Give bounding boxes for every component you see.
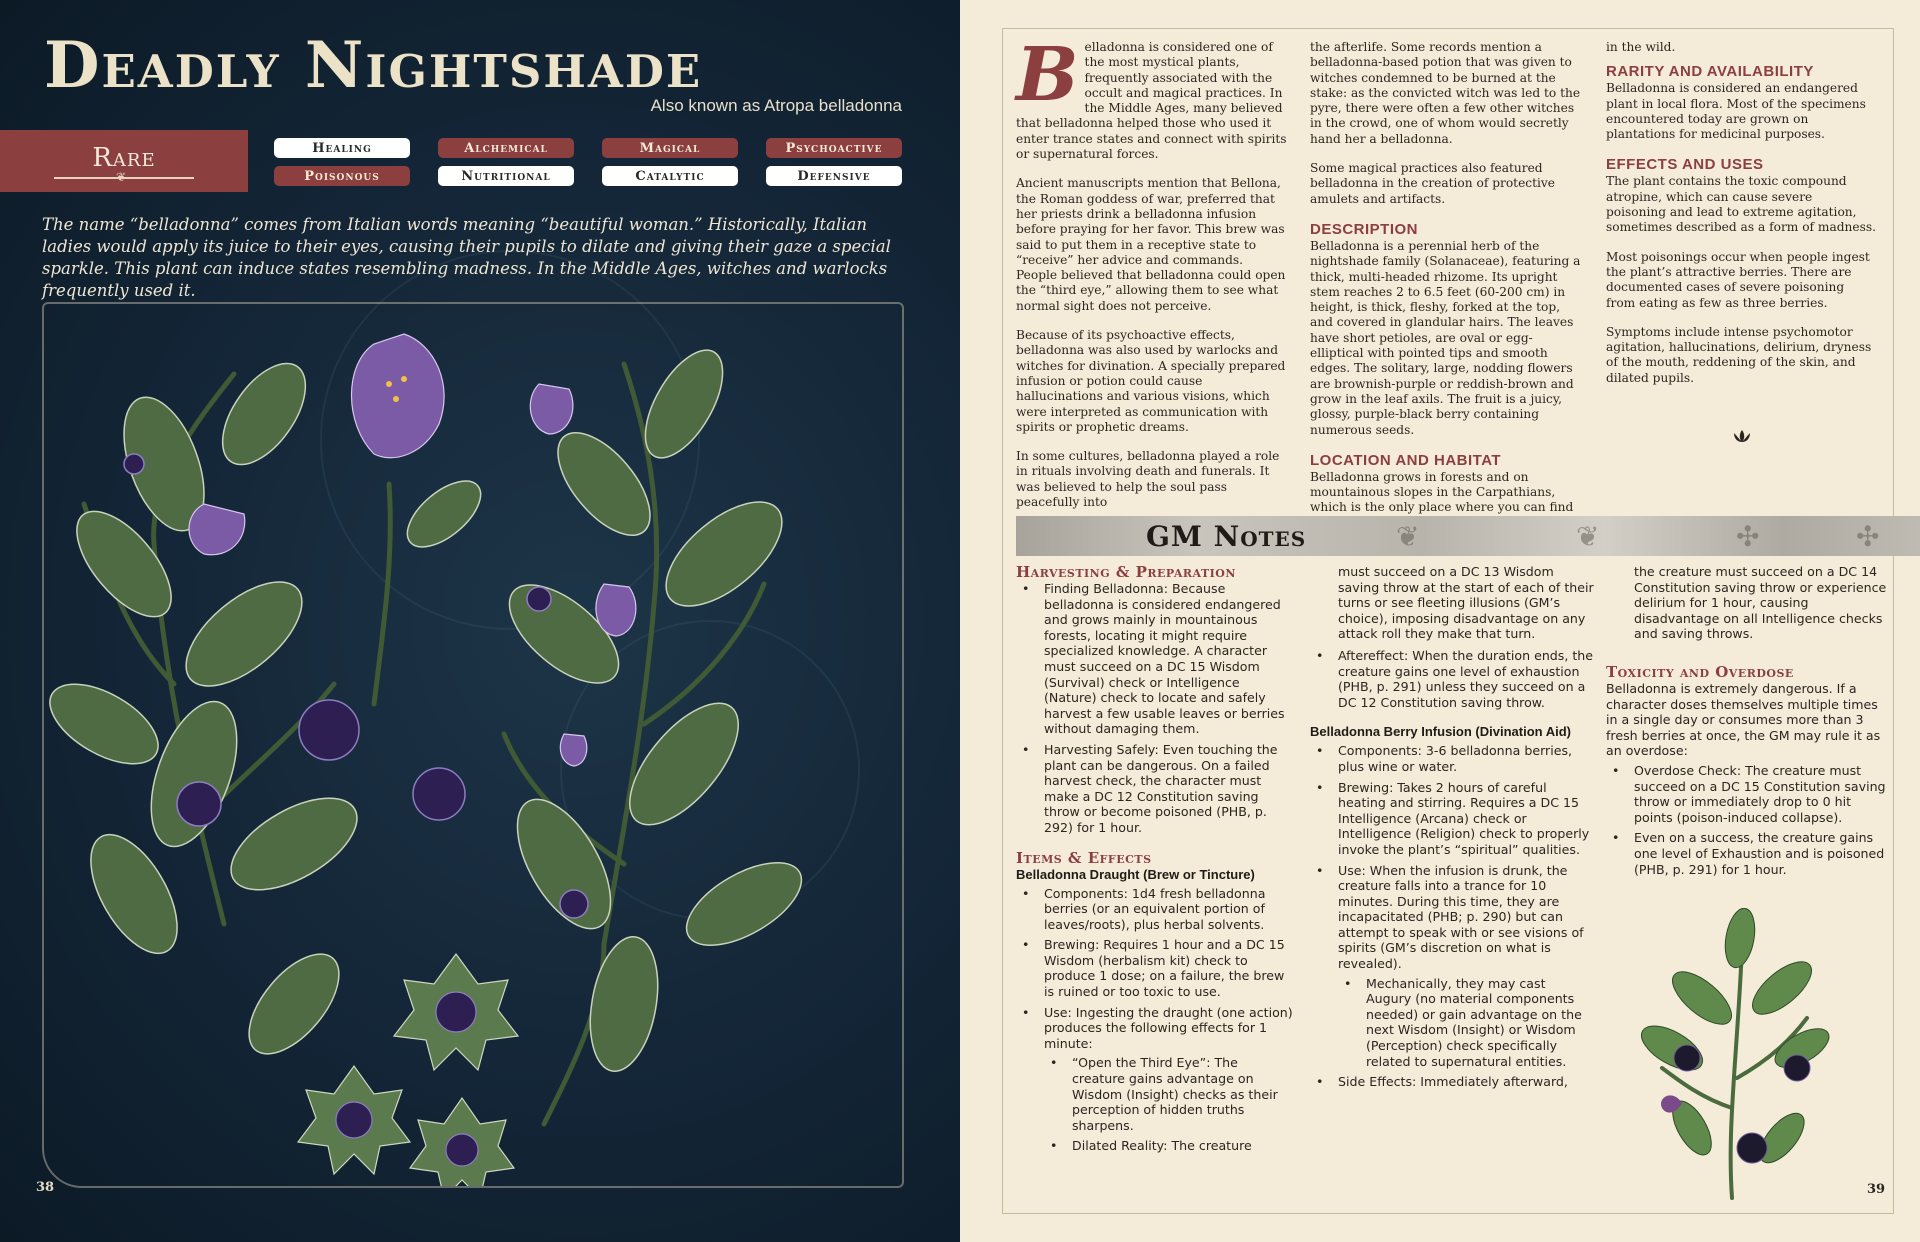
- gm-column-2: [1310, 564, 1594, 1095]
- lore-paragraph: In some cultures, belladonna played a role in rituals involving death and funerals. It was believed to help the soul pass peacefully into: [1016, 449, 1280, 510]
- heading-toxicity: Toxicity and Overdose: [1606, 662, 1794, 681]
- effects-text: Most poisonings occur when people ingest the plant’s attractive berries. There are documented cases of severe poisoning from eating as few as three berries.: [1606, 249, 1870, 310]
- gm-notes-banner: [1016, 516, 1920, 556]
- continued-text: must succeed on a DC 13 Wisdom saving throw at the start of each of their turns or see fleeting illusions (GM’s choice), imposing disadvantage on any attack roll they make that turn.: [1338, 564, 1594, 642]
- ornament-rule: [54, 177, 194, 179]
- list-item: • Dilated Reality: The creature: [1044, 1138, 1294, 1154]
- alternate-name: Also known as Atropa belladonna: [650, 96, 902, 115]
- page-title: Deadly Nightshade: [44, 28, 703, 103]
- banner-ornament: ✣: [1856, 520, 1880, 553]
- lotus-ornament-icon: [1730, 428, 1754, 444]
- list-item: • Harvesting Safely: Even touching the plant can be dangerous. On a failed harvest check, the character must make a DC 12 Constitution saving throw or become poisoned (PHB, p. 292) for 1 hour.: [1016, 742, 1294, 836]
- lore-column-1: [1016, 32, 1288, 524]
- rarity-label: Rare: [92, 143, 156, 173]
- gm-column-1: [1016, 564, 1294, 1159]
- lore-column-2: [1310, 40, 1584, 545]
- aftereffect-list: [1310, 648, 1594, 710]
- banner-ornament: ✣: [1736, 520, 1760, 553]
- sub-list: [1338, 976, 1594, 1070]
- lore-paragraph: the afterlife. Some records mention a belladonna-based potion that was given to witches condemned to be burned at the stake: as the convicted witch was led to the pyre, there were often a few other witches in the crowd, one of whom would secretly hand her a belladonna.: [1310, 40, 1581, 146]
- tag-nutritional: Nutritional: [438, 166, 574, 186]
- heading-harvesting: Harvesting & Preparation: [1016, 563, 1236, 581]
- list-item: • Even on a success, the creature gains one level of Exhaustion and is poisoned (PHB, p. 291) for 1 hour.: [1606, 830, 1892, 877]
- list-item: [1310, 863, 1594, 1070]
- list-item: • Finding Belladonna: Because belladonna is considered endangered and grows mainly in mountainous forests, locating it might require specialized knowledge. A character must succeed on a DC 15 Wisdom (Survival) check or Intelligence (Nature) check to locate and safely harvest a few usable leaves or berries without damaging them.: [1016, 581, 1294, 737]
- draught-list: [1016, 886, 1294, 1155]
- tag-poisonous: Poisonous: [274, 166, 410, 186]
- list-item: • Aftereffect: When the duration ends, the creature gains one level of exhaustion (PHB, p. 291) unless they succeed on a DC 12 Constitution saving throw.: [1310, 648, 1594, 710]
- lore-paragraph: Because of its psychoactive effects, belladonna was also used by warlocks and witches for divination. A specially prepared infusion or potion could cause hallucinations and various visions, which were interpreted as communication with spirits or prophetic dreams.: [1016, 328, 1286, 434]
- nightshade-illustration: [44, 304, 902, 1186]
- intro-text: The name “belladonna” comes from Italian words meaning “beautiful woman.” Historically, Italian ladies would apply its juice to their eyes, causing their pupils to dilate and giving their gaze a special sparkle. This plant can induce states resembling madness. In the Middle Ages, witches and warlocks frequently used it.: [42, 215, 891, 300]
- harvest-list: [1016, 581, 1294, 836]
- continued-text: the creature must succeed on a DC 14 Constitution saving throw or experience delirium for 1 hour, causing disadvantage on all Intelligence checks and saving throws.: [1634, 564, 1887, 642]
- lore-text: elladonna is considered one of the most mystical plants, frequently associated with the occult and magical practices. In the Middle Ages, many believed that belladonna helped those who used it enter trance states and connect with spirits or supernatural forces.: [1016, 40, 1287, 162]
- banner-ornament: ❦: [1576, 520, 1600, 553]
- tag-defensive: Defensive: [766, 166, 902, 186]
- belladonna-sprig-illustration: [1632, 908, 1832, 1208]
- tag-magical: Magical: [602, 138, 738, 158]
- toxicity-text: Belladonna is extremely dangerous. If a character doses themselves multiple times in a single day or consumes more than 3 fresh berries at once, the GM may rule it as an overdose:: [1606, 680, 1881, 759]
- drop-cap: B: [1016, 32, 1079, 118]
- sub-list: [1044, 1055, 1294, 1154]
- list-item-text: Use: Ingesting the draught (one action) produces the following effects for 1 minute:: [1044, 1004, 1293, 1051]
- heading-effects: EFFECTS AND USES: [1606, 156, 1764, 174]
- lore-paragraph: in the wild.: [1606, 40, 1676, 54]
- description-text: Belladonna is a perennial herb of the nightshade family (Solanaceae), featuring a thick, multi-headed rhizome. Its upright stem reaches 2 to 6.5 feet (60-200 cm) in height, is thick, fleshy, forked at the top, and covered in glandular hairs. The leaves have short petioles, are oval or egg-elliptical with pointed tips and smooth edges. The solitary, large, nodding flowers are brownish-purple or reddish-brown and grow in the leaf axils. The fruit is a juicy, glossy, purple-black berry containing numerous seeds.: [1310, 238, 1581, 437]
- heading-location: LOCATION AND HABITAT: [1310, 451, 1502, 469]
- lore-paragraph: Some magical practices also featured belladonna in the creation of protective amulets and artifacts.: [1310, 161, 1556, 206]
- heading-infusion: Belladonna Berry Infusion (Divination Aid): [1310, 724, 1571, 740]
- heading-items: Items & Effects: [1016, 848, 1152, 867]
- list-item: • Components: 3-6 belladonna berries, plus wine or water.: [1310, 743, 1594, 774]
- gm-notes-title: GM Notes: [1146, 520, 1307, 553]
- page-number: 38: [36, 1180, 55, 1195]
- list-item: • Components: 1d4 fresh belladonna berries (or an equivalent portion of leaves/roots), plus herbal solvents.: [1016, 886, 1294, 933]
- property-tags: [274, 138, 902, 186]
- list-item: • Brewing: Requires 1 hour and a DC 15 Wisdom (herbalism kit) check to produce 1 dose; on a failure, the brew is ruined or too toxic to use.: [1016, 937, 1294, 999]
- rarity-badge: [0, 130, 248, 192]
- list-item: • Brewing: Takes 2 hours of careful heating and stirring. Requires a DC 15 Intelligence (Arcana) check or Intelligence (Religion) check to properly invoke the plant’s “spiritual” qualities.: [1310, 780, 1594, 858]
- list-item-text: Use: When the infusion is drunk, the creature falls into a trance for 10 minutes. During this time, they are incapacitated (PHB; p. 290) but can attempt to speak with or see visions of spirits (GM’s discretion on what is revealed).: [1338, 862, 1584, 972]
- infusion-list: [1310, 743, 1594, 1089]
- effects-text: The plant contains the toxic compound atropine, which can cause severe poisoning and lead to extreme agitation, sometimes described as a form of madness.: [1606, 174, 1876, 235]
- heading-rarity: RARITY AND AVAILABILITY: [1606, 63, 1814, 81]
- tag-healing: Healing: [274, 138, 410, 158]
- list-item: • Side Effects: Immediately afterward,: [1310, 1074, 1594, 1090]
- lore-column-3: [1606, 40, 1876, 400]
- rarity-text: Belladonna is considered an endangered plant in local flora. Most of the specimens encountered today are grown on plantations for medicinal purposes.: [1606, 81, 1866, 142]
- list-item: • “Open the Third Eye”: The creature gains advantage on Wisdom (Insight) checks as their perception of hidden truths sharpens.: [1044, 1055, 1294, 1133]
- heading-draught: Belladonna Draught (Brew or Tincture): [1016, 866, 1255, 882]
- tag-psychoactive: Psychoactive: [766, 138, 902, 158]
- list-item: [1016, 1005, 1294, 1154]
- tag-alchemical: Alchemical: [438, 138, 574, 158]
- tag-catalytic: Catalytic: [602, 166, 738, 186]
- right-page: [960, 0, 1920, 1242]
- effects-text: Symptoms include intense psychomotor agitation, hallucinations, delirium, dryness of the mouth, reddening of the skin, and dilated pupils.: [1606, 324, 1872, 385]
- page-number: 39: [1867, 1182, 1886, 1197]
- lore-paragraph: [1016, 32, 1288, 162]
- lore-paragraph: Ancient manuscripts mention that Bellona, the Roman goddess of war, preferred that her priests drink a belladonna infusion before praying for her favor. This brew was said to put them in a receptive state to “receive” her advice and commands. People believed that belladonna could open the “third eye,” allowing them to see what normal sight does not perceive.: [1016, 176, 1286, 313]
- heading-description: DESCRIPTION: [1310, 220, 1419, 238]
- banner-ornament: ❦: [1396, 520, 1420, 553]
- list-item: • Overdose Check: The creature must succeed on a DC 15 Constitution saving throw or immediately drop to 0 hit points (poison-induced collapse).: [1606, 763, 1892, 825]
- overdose-list: [1606, 763, 1892, 877]
- list-item: • Mechanically, they may cast Augury (no material components needed) or gain advantage on the next Wisdom (Insight) or Wisdom (Perception) check specifically related to supernatural entities.: [1338, 976, 1594, 1070]
- gm-column-3: [1606, 564, 1892, 882]
- location-text: Belladonna grows in forests and on mountainous slopes in the Carpathians, which is the only place where you can find: [1310, 469, 1574, 515]
